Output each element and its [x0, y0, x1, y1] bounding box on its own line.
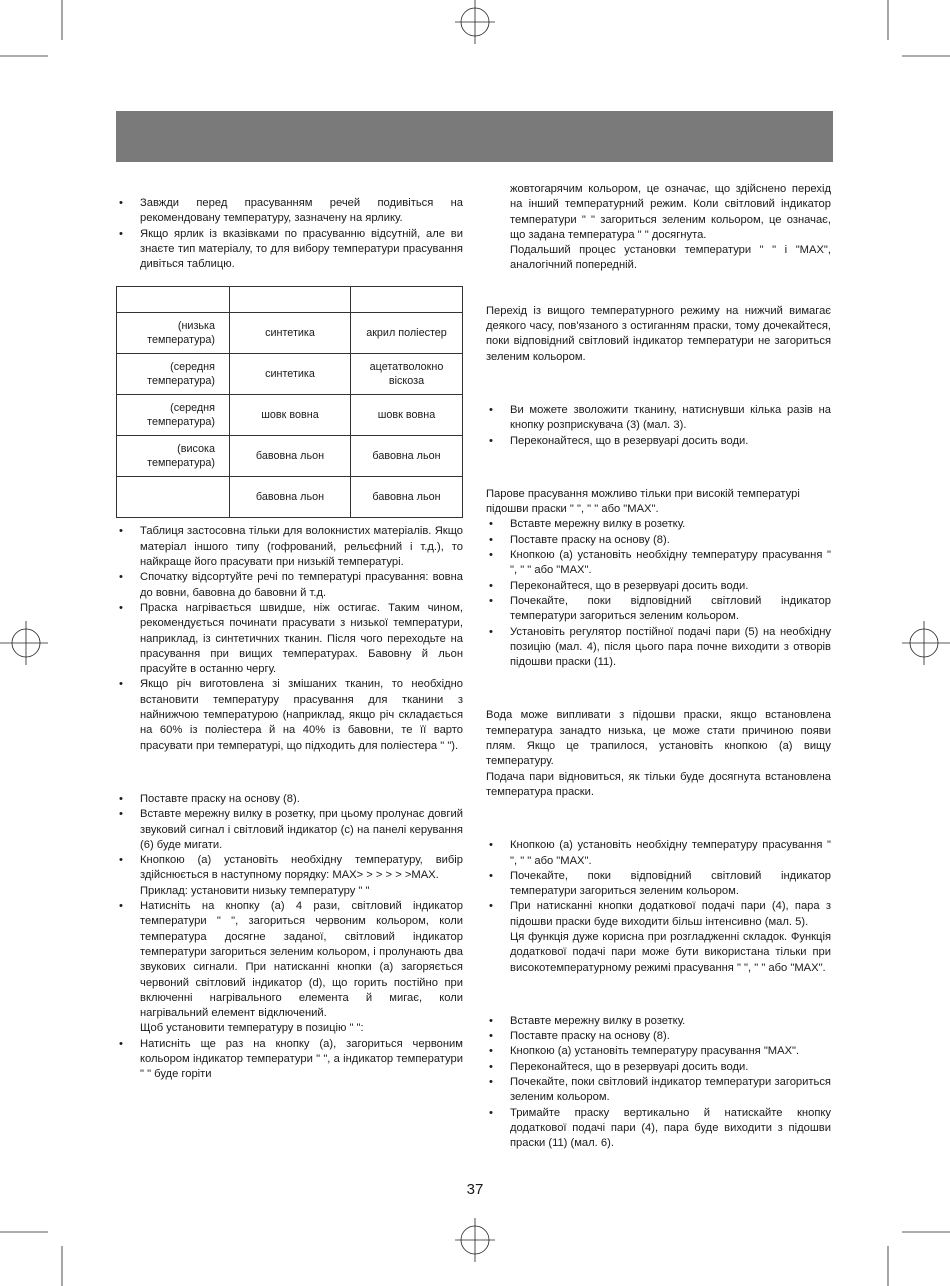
table-note-bullet: • Якщо річ виготовлена зі змішаних тканин, то необхідно встановити температуру прасування для тканини з найнижчою температурою (наприклад, якщо річ складається на 60% із поліестера й на 40% із бавовни, те її варто прасувати при температурі, що підходить для поліестера " ").: [116, 677, 463, 753]
steam-bullet: • Вставте мережну вилку в розетку.: [486, 517, 831, 532]
crosshair-bottom: [455, 1218, 495, 1262]
table-header-row: [117, 287, 463, 313]
last-bullet: • Натисніть ще раз на кнопку (а), загориться червоним кольором індикатор температури " ", а індикатор температури " " буде горіти: [116, 1037, 463, 1083]
vertical-steam-bullet: • Тримайте праску вертикально й натискайте кнопку додаткової подачі пари (4), пара буде виходити з підошви праски (11) (мал. 6).: [486, 1106, 831, 1152]
intro-bullet: • Завжди перед прасуванням речей подивіться на рекомендовану температуру, зазначену на ярлику.: [116, 196, 463, 227]
vertical-steam-bullet: • Вставте мережну вилку в розетку.: [486, 1014, 831, 1029]
position-line: Щоб установити температуру в позицію " ":: [140, 1022, 364, 1035]
table-cell: (низька температура): [117, 313, 230, 354]
cooling-paragraph: Перехід із вищого температурного режиму на нижчий вимагає деякого часу, пов'язаного з остиганням праски, тому дочекайтеся, поки відповідний світловий індикатор температури не загориться зеленим кольором.: [486, 304, 831, 363]
table-cell: ацетатволокно віскоза: [351, 354, 463, 395]
table-row: [117, 436, 463, 477]
spray-bullet: • Ви можете зволожити тканину, натиснувши кілька разів на кнопку розприскувача (3) (мал. 3).: [486, 403, 831, 434]
crosshair-left: [0, 621, 48, 665]
setup-bullet: • Поставте праску на основу (8).: [116, 792, 463, 807]
spray-bullet: • Переконайтеся, що в резервуарі досить води.: [486, 434, 831, 449]
steam-bullet: • Кнопкою (а) установіть необхідну температуру прасування " ", " " або "MAX".: [486, 548, 831, 579]
table-row: [117, 354, 463, 395]
boost-bullet: • При натисканні кнопки додаткової подачі пари (4), пара з підошви праски буде виходити більш інтенсивно (мал. 5).: [486, 899, 831, 930]
steam-bullet: • Поставте праску на основу (8).: [486, 533, 831, 548]
table-header-cell: [351, 287, 463, 313]
table-cell: шовк вовна: [351, 395, 463, 436]
table-note-bullet: • Спочатку відсортуйте речі по температурі прасування: вовна до вовни, бавовна до бавовни й т.д.: [116, 570, 463, 601]
table-cell: [117, 477, 230, 518]
water-paragraph: Вода може випливати з підошви праски, якщо встановлена температура занадто низька, це може стати причиною появи плям. Якщо це трапилося, установіть кнопкою (а) вищу температуру.: [486, 709, 831, 768]
table-cell: бавовна льон: [351, 436, 463, 477]
table-cell: синтетика: [230, 313, 351, 354]
table-cell: (середня температура): [117, 354, 230, 395]
vertical-steam-bullet: • Кнопкою (а) установіть температуру прасування "MAX".: [486, 1044, 831, 1059]
table-cell: шовк вовна: [230, 395, 351, 436]
setup-bullet: • Кнопкою (а) установіть необхідну температуру, вибір здійснюється в наступному порядку: MAX> > > > > >MAX.: [116, 853, 463, 884]
continuation-text: жовтогарячим кольором, це означає, що здійснено перехід на інший температурний режим. Коли світловий індикатор температури " " загориться зеленим кольором, це означає, що задана температура " " досягнута.: [510, 183, 831, 241]
example-line: Приклад: установити низьку температуру " ": [140, 884, 370, 897]
intro-bullet: • Якщо ярлик із вказівками по прасуванню відсутній, але ви знаєте тип матеріалу, то для вибору температури прасування дивіться таблицю.: [116, 227, 463, 273]
water-paragraph-2: Подача пари відновиться, як тільки буде досягнута встановлена температура праски.: [486, 770, 831, 798]
boost-bullet: • Кнопкою (а) установіть необхідну температуру прасування " ", " " або "MAX".: [486, 838, 831, 869]
vertical-steam-bullet: • Переконайтеся, що в резервуарі досить води.: [486, 1060, 831, 1075]
table-cell: синтетика: [230, 354, 351, 395]
page-number: 37: [466, 1181, 484, 1198]
boost-note: Ця функція дуже корисна при розгладженні складок. Функція додаткової подачі пари може бути використана тільки при високотемпературному режимі прасування " ", " " або "MAX".: [510, 930, 831, 974]
table-header-cell: [117, 287, 230, 313]
temperature-table: [116, 286, 463, 518]
table-cell: бавовна льон: [230, 477, 351, 518]
table-row: [117, 313, 463, 354]
setup-bullet: • Вставте мережну вилку в розетку, при цьому пролунає довгий звуковий сигнал і світловий індикатор (с) на панелі керування (6) буде мигати.: [116, 807, 463, 853]
right-column: [486, 182, 831, 1152]
table-cell: акрил поліестер: [351, 313, 463, 354]
steam-bullet: • Переконайтеся, що в резервуарі досить води.: [486, 579, 831, 594]
table-cell: бавовна льон: [351, 477, 463, 518]
press-bullet: • Натисніть на кнопку (а) 4 рази, світловий індикатор температури " ", загориться червоним кольором, коли температура досягне заданої, світловий індикатор температури загориться зеленим кольором, і пролунають два звукових сигнали. При натисканні кнопки (а) загоряється червоний світловий індикатор (d), що горить постійно при включенні нагрівального елемента й мигає, коли нагрівальний елемент відключений.: [116, 899, 463, 1021]
section-header-bar: [116, 111, 833, 162]
crosshair-top: [455, 0, 495, 44]
crosshair-right: [902, 621, 950, 665]
table-row: [117, 395, 463, 436]
steam-bullet: • Установіть регулятор постійної подачі пари (5) на необхідну позицію (мал. 4), після цього пара почне виходити з отворів підошви праски (11).: [486, 625, 831, 671]
table-cell: (висока температура): [117, 436, 230, 477]
table-cell: бавовна льон: [230, 436, 351, 477]
table-note-bullet: • Праска нагрівається швидше, ніж остигає. Таким чином, рекомендується починати прасувати з низької температури, наприклад, із синтетичних тканин. Після чого переходьте на прасування при вищих температурах. Бавовну й льон прасуйте в останню чергу.: [116, 601, 463, 677]
boost-bullet: • Почекайте, поки відповідний світловий індикатор температури загориться зеленим кольором.: [486, 869, 831, 900]
vertical-steam-bullet: • Почекайте, поки світловий індикатор температури загориться зеленим кольором.: [486, 1075, 831, 1106]
continuation-text-2: Подальший процес установки температури " " і "MAX", аналогічний попередній.: [510, 244, 831, 272]
steam-bullet: • Почекайте, поки відповідний світловий індикатор температури загориться зеленим кольором.: [486, 594, 831, 625]
table-note-bullet: • Таблиця застосовна тільки для волокнистих матеріалів. Якщо матеріал іншого типу (гофрований, рельєфний і т.д.), то найкраще його прасувати при низькій температурі.: [116, 524, 463, 570]
vertical-steam-bullet: • Поставте праску на основу (8).: [486, 1029, 831, 1044]
table-header-cell: [230, 287, 351, 313]
steam-intro: Парове прасування можливо тільки при високій температурі підошви праски " ", " " або "MAX".: [486, 487, 800, 516]
table-cell: (середня температура): [117, 395, 230, 436]
left-column: [116, 196, 463, 1083]
table-row: [117, 477, 463, 518]
